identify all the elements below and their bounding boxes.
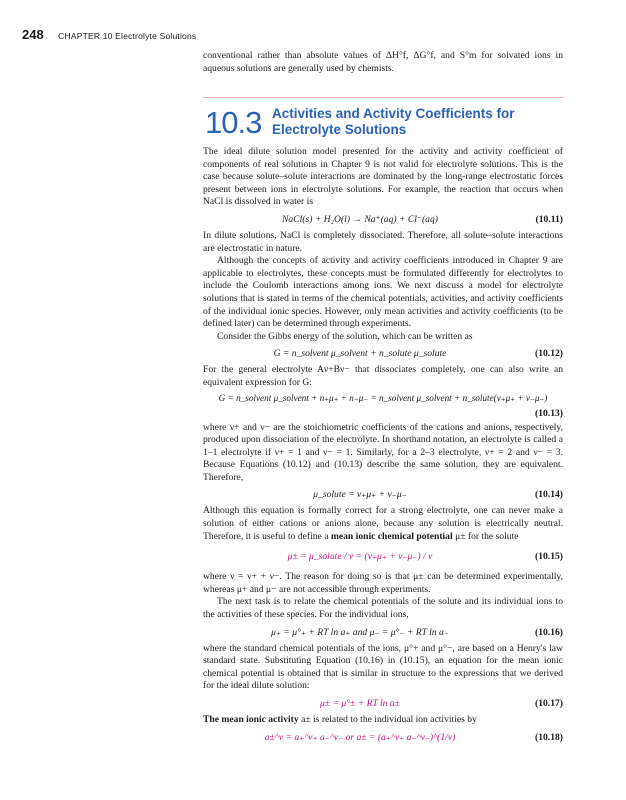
paragraph: For the general electrolyte Aν+Bν− that dissociates completely, one can also write an equivalent expression for G:	[203, 364, 563, 388]
equation-10-15	[203, 544, 563, 570]
paragraph-text: is related to the individual ion activities by	[313, 714, 477, 725]
equation-expression: NaCl(s) + H₂O(l) → Na⁺(aq) + Cl⁻(aq)	[282, 213, 438, 225]
equation-label: (10.18)	[535, 731, 563, 743]
paragraph	[203, 505, 563, 543]
chapter-running-head: CHAPTER 10 Electrolyte Solutions	[58, 31, 197, 41]
equation-10-16	[203, 623, 563, 642]
paragraph: The ideal dilute solution model presented for the activity and activity coefficient of components of real solutions in Chapter 9 is not valid for electrolyte solutions. This is the case because solute–solute interactions are dominated by the long-range electrostatic forces present between ions in electrolyte solutions. For example, the reaction that occurs when NaCl is dissolved in water is	[203, 146, 563, 208]
equation-expression: G = n_solvent μ_solvent + n_solute μ_solute	[273, 348, 447, 360]
equation-label: (10.15)	[535, 551, 563, 563]
equation-10-18	[203, 728, 563, 747]
equation-expression: μ± = μ°± + RT ln a±	[320, 698, 400, 709]
equation-10-11	[203, 210, 563, 229]
section-body	[203, 146, 563, 748]
equation-10-17	[203, 694, 563, 713]
equation-expression: μ_solute = ν₊μ₊ + ν₋μ₋	[313, 489, 407, 501]
equation-10-12	[203, 344, 563, 363]
paragraph-text: Although this equation is formally correct for a strong electrolyte, one can never make a solution of either cations or anions alone, because any solution is electrically neutral. Therefore, it is useful to define a	[203, 505, 563, 542]
section-title: Activities and Activity Coefficients for Electrolyte Solutions	[272, 106, 515, 137]
paragraph: The next task is to relate the chemical potentials of the solute and its individual ions to the activities of these species. For the individual ions,	[203, 596, 563, 621]
paragraph: Consider the Gibbs energy of the solution, which can be written as	[217, 330, 473, 342]
intro-paragraph: conventional rather than absolute values of ΔH°f, ΔG°f, and S°m for solvated ions in aqueous solutions are generally used by chemists.	[203, 50, 563, 74]
section-divider	[203, 97, 563, 98]
paragraph: Although the concepts of activity and activity coefficients introduced in Chapter 9 are applicable to electrolytes, these concepts must be formulated differently for electrolytes to include the Coulomb interactions among ions. We next discuss a model for electrolyte solutions that is stated in terms of the chemical potentials, activities, and activity coefficients of the individual ionic species. However, only mean activities and activity coefficients (to be defined later) can be determined through experiments.	[203, 255, 563, 330]
paragraph: where ν+ and ν− are the stoichiometric coefficients of the cations and anions, respectively, produced upon dissociation of the electrolyte. In shorthand notation, an electrolyte is called a 1–1 electrolyte if ν+ = 1 and ν− = 1. Similarly, for a 2–3 electrolyte, ν+ = 2 and ν− = 3. Because Equations (10.12) and (10.13) describe the same solution, they are equivalent. Therefore,	[203, 421, 563, 483]
paragraph: In dilute solutions, NaCl is completely dissociated. Therefore, all solute–solute interactions are electrostatic in nature.	[203, 229, 563, 254]
paragraph	[203, 714, 563, 727]
page-header	[22, 26, 196, 44]
equation-expression: G = n_solvent μ_solvent + n₊μ₊ + n₋μ₋ = n_solvent μ_solvent + n_solute(ν₊μ₊ + ν₋μ₋)	[218, 392, 548, 403]
equation-label: (10.13)	[535, 407, 563, 419]
equation-label: (10.16)	[535, 626, 563, 638]
intro-text	[203, 50, 563, 75]
paragraph: where the standard chemical potentials of the ions, μ°+ and μ°−, are based on a Henry's law standard state. Substituting Equation (10.16) in (10.15), an equation for the mean ionic chemical potential is obtained that is similar in structure to the expressions that we derived for the ideal dilute solution:	[203, 642, 563, 692]
equation-label: (10.12)	[535, 348, 563, 360]
page-number: 248	[22, 27, 44, 42]
equation-10-14	[203, 485, 563, 504]
equation-expression: μ± = μ_solute / ν = (ν₊μ₊ + ν₋μ₋) / ν	[287, 551, 433, 563]
equation-expression: a±^ν = a₊^ν₊ a₋^ν₋ or a± = (a₊^ν₊ a₋^ν₋)^(1/ν)	[264, 731, 456, 743]
equation-10-13	[203, 391, 563, 406]
paragraph-text: μ± for the solute	[455, 530, 519, 542]
paragraph: where ν = ν+ + ν−. The reason for doing so is that μ± can be determined experimentally, whereas μ+ and μ− are not accessible through experiments.	[203, 571, 563, 595]
equation-label: (10.14)	[535, 489, 563, 501]
section-number: 10.3	[205, 105, 262, 140]
equation-expression: μ₊ = μ°₊ + RT ln a₊ and μ₋ = μ°₋ + RT ln a₋	[271, 626, 449, 638]
defined-term: mean ionic chemical potential	[330, 530, 453, 542]
symbol: a±	[301, 714, 311, 725]
defined-term: The mean ionic activity	[203, 714, 299, 725]
equation-label: (10.17)	[535, 698, 563, 709]
equation-label: (10.11)	[535, 213, 563, 225]
